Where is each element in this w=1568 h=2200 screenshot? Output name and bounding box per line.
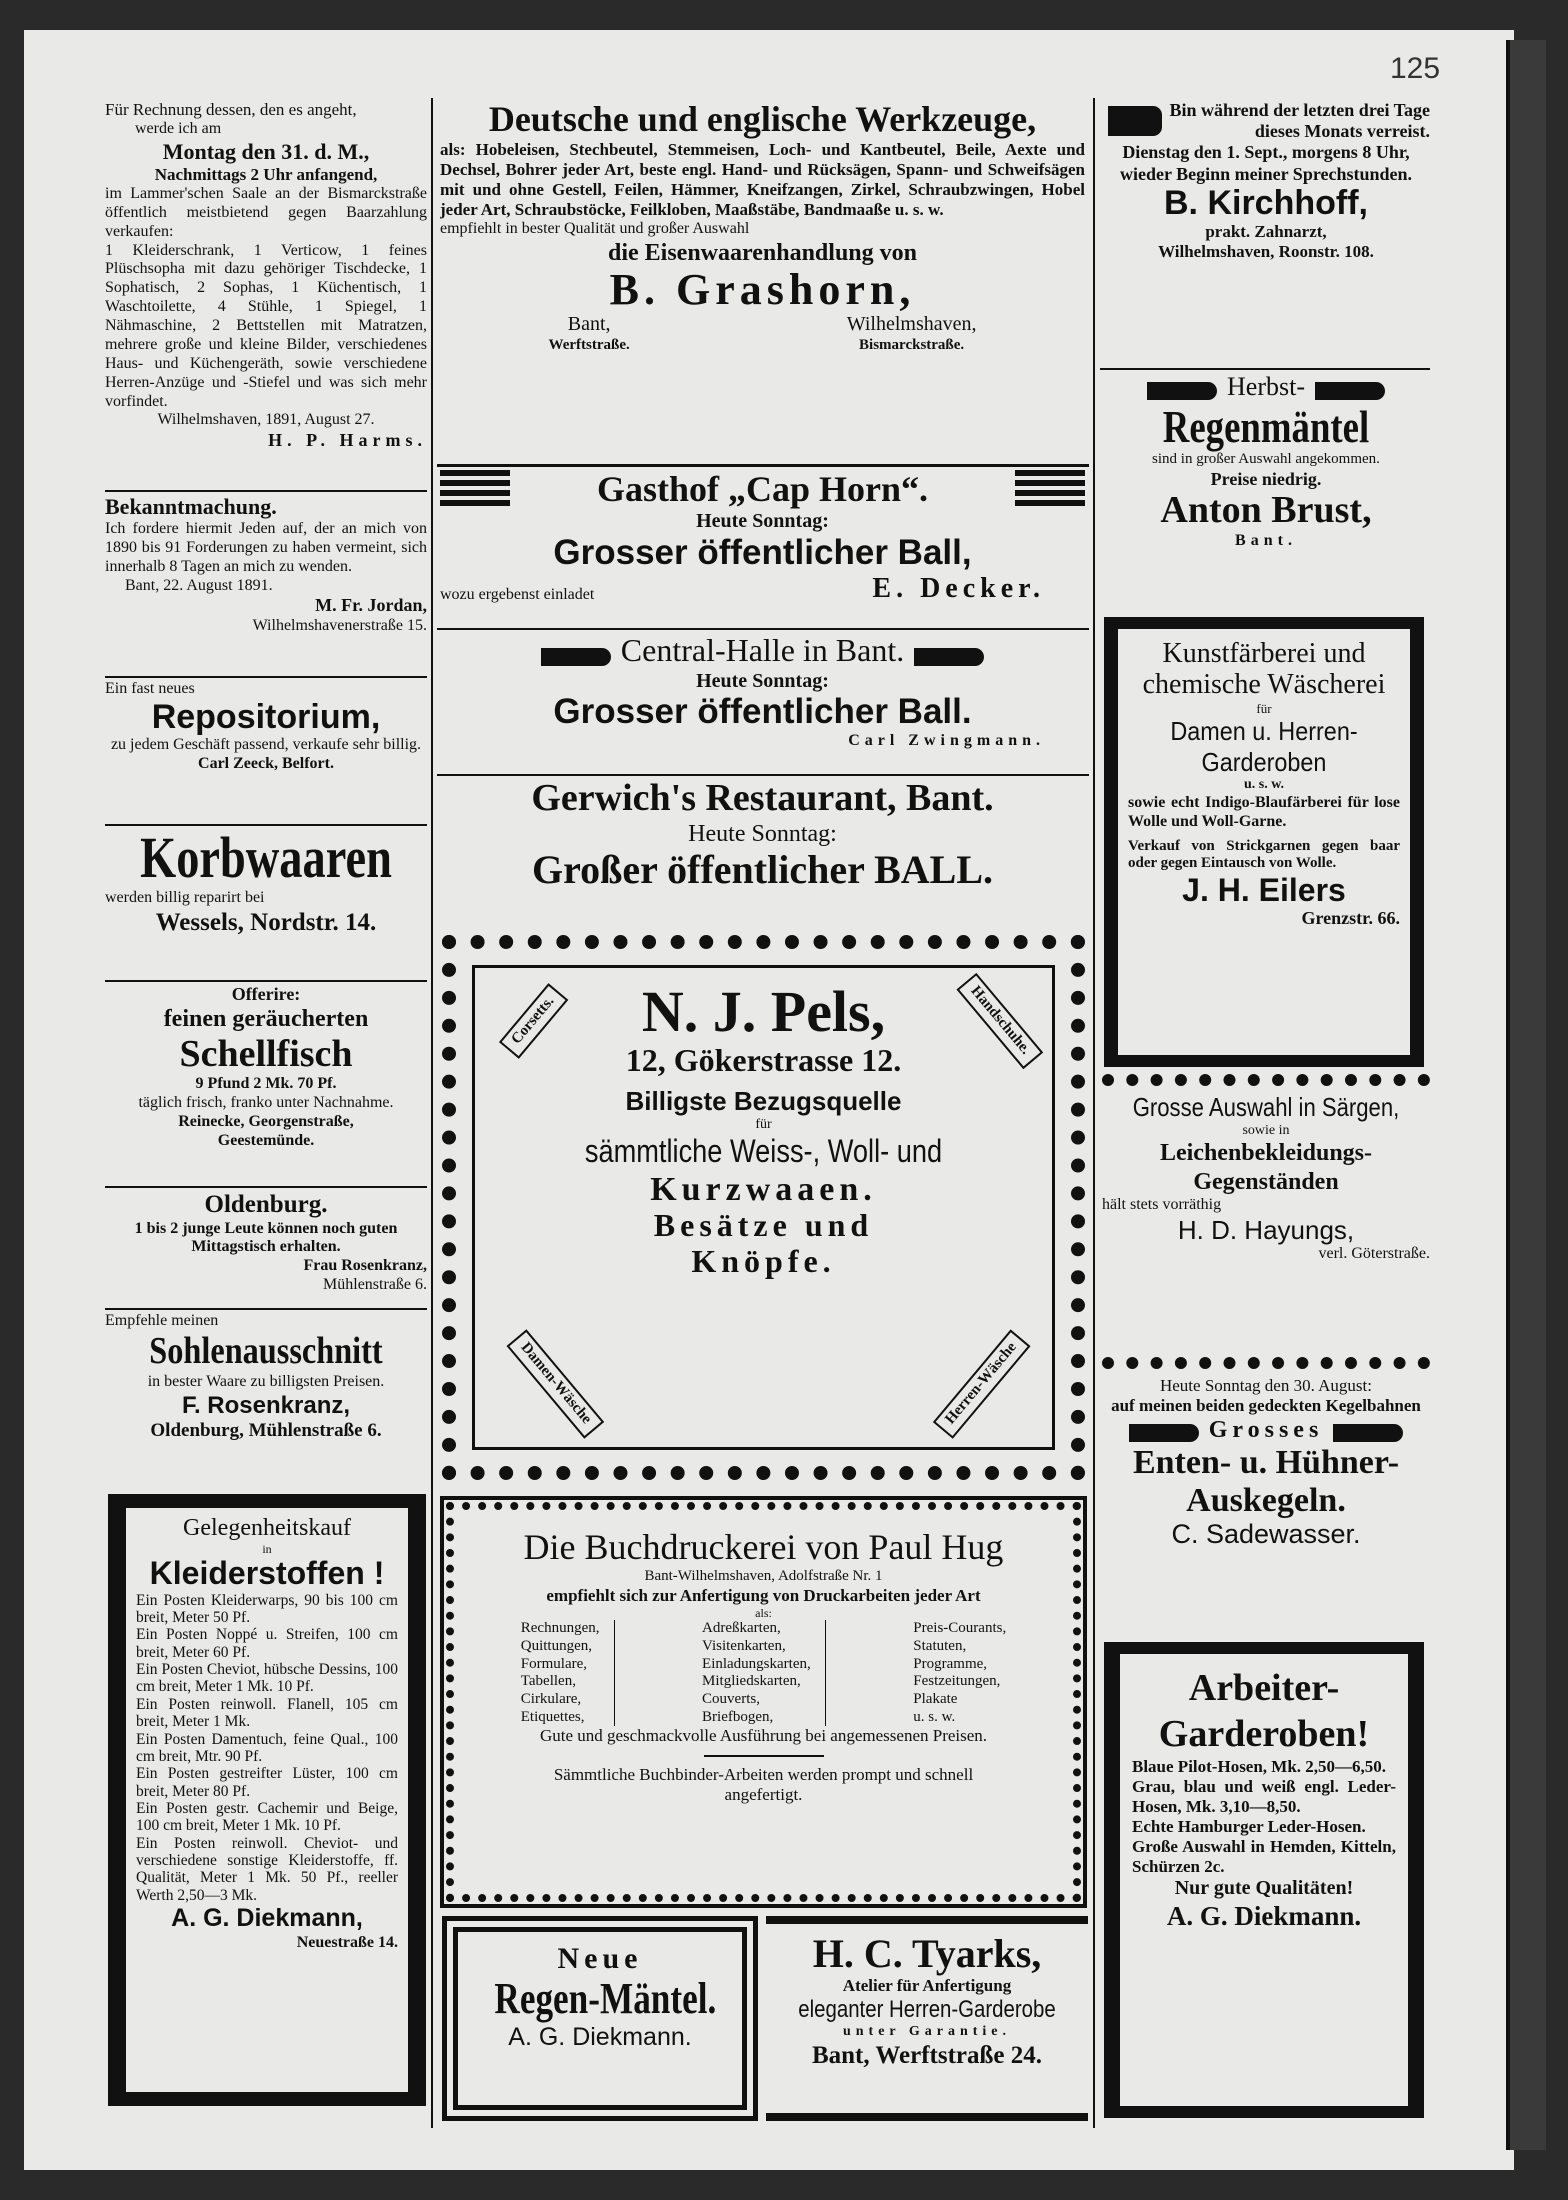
ad-hayungs xyxy=(1102,1074,1430,1369)
signature: C. Sadewasser. xyxy=(1171,1519,1361,1550)
text: Nachmittags 2 Uhr anfangend, xyxy=(154,164,378,184)
text: Werftstraße. xyxy=(548,336,630,353)
signature: B. Kirchhoff, xyxy=(1164,183,1368,222)
text: in bester Waare zu billigsten Preisen. xyxy=(147,1372,385,1390)
list-item: u. s. w. xyxy=(913,1708,956,1725)
ad-tyarks xyxy=(766,1916,1088,2121)
ad-brust xyxy=(1102,372,1430,612)
headline: Regen-Mäntel. xyxy=(494,1974,717,2023)
text: Sämmtliche Buchbinder-Arbeiten werden prompt und schnell angefertigt. xyxy=(553,1764,974,1804)
text: für xyxy=(1256,700,1272,716)
text: Grosses xyxy=(1208,1417,1324,1444)
pointing-hand-icon xyxy=(1129,1424,1199,1442)
text: in xyxy=(262,1542,272,1557)
signature: F. Rosenkranz, xyxy=(181,1391,351,1419)
text: als: xyxy=(755,1606,772,1621)
text: Heute Sonntag den 30. August: xyxy=(1159,1376,1372,1395)
headline: Enten- u. Hühner-Auskegeln. xyxy=(1132,1444,1400,1519)
ad-regen-maentel xyxy=(442,1916,758,2121)
text: sämmtliche Weiss-, Woll- und xyxy=(584,1133,943,1170)
page-number: 125 xyxy=(1390,52,1441,85)
company-name: H. C. Tyarks, xyxy=(812,1931,1042,1976)
headline: Central-Halle in Bant. xyxy=(620,632,905,668)
text: empfiehlt in bester Qualität und großer Auswahl xyxy=(440,219,750,237)
text: Bismarckstraße. xyxy=(859,336,965,353)
list-item: Große Auswahl in Hemden, Kitteln, Schürzen 2c. xyxy=(1132,1837,1396,1877)
text: Empfehle meinen xyxy=(105,1312,219,1329)
list-item: Tabellen, xyxy=(520,1673,576,1690)
list-item: Couverts, xyxy=(702,1691,760,1708)
divider xyxy=(437,628,1089,630)
text: für xyxy=(755,1116,772,1132)
corner-label: Corsetts. xyxy=(499,983,568,1059)
headline: Grosser öffentlicher Ball. xyxy=(553,692,972,732)
address: Wilhelmshaven, Roonstr. 108. xyxy=(1158,242,1374,262)
signature: E. Decker. xyxy=(872,573,1045,605)
text: Mühlenstraße 6. xyxy=(323,1276,427,1294)
text: 1 bis 2 junge Leute können noch guten Mittagstisch erhalten. xyxy=(134,1219,398,1256)
text: Neuestraße 14. xyxy=(296,1933,398,1951)
text: Bant, xyxy=(567,313,611,336)
text: Heute Sonntag: xyxy=(696,669,829,692)
divider xyxy=(105,676,427,678)
text: Neue xyxy=(557,1942,643,1975)
pointing-hand-icon xyxy=(914,648,984,666)
signature: J. H. Eilers xyxy=(1182,871,1346,908)
pointing-hand-icon xyxy=(541,648,611,666)
text: Bant. xyxy=(1235,531,1297,549)
headline: Kleiderstoffen ! xyxy=(149,1555,385,1592)
headline: Bekanntmachung. xyxy=(105,494,277,519)
text: empfiehlt sich zur Anfertigung von Druckarbeiten jeder Art xyxy=(546,1586,981,1606)
signature: Wessels, Nordstr. 14. xyxy=(155,908,377,936)
ad-oldenburg xyxy=(105,1190,427,1308)
headline: Kunstfärberei und chemische Wäscherei xyxy=(1142,638,1386,700)
headline: Korbwaaren xyxy=(140,828,392,890)
signature: H. P. Harms. xyxy=(268,430,427,451)
text: Besätze und xyxy=(653,1207,874,1244)
text: Heute Sonntag: xyxy=(696,510,829,532)
headline: Deutsche und englische Werkzeuge, xyxy=(488,100,1037,139)
ad-kirchhoff xyxy=(1102,100,1430,366)
address: Bant, Werftstraße 24. xyxy=(811,2041,1043,2069)
ad-diekmann-kleiderstoffe xyxy=(108,1494,426,2106)
list-item: Visitenkarten, xyxy=(702,1638,786,1655)
text: Damen u. Herren-Garderoben xyxy=(1170,715,1358,777)
column-divider xyxy=(431,98,433,2128)
headline: Gasthof „Cap Horn“. xyxy=(596,470,929,510)
text: als: Hobeleisen, Stechbeutel, Stemmeisen, Loch- und Kantbeutel, Beile, Aexte und Dechsel, Bohrer jeder Art, beste engl. Hand- und Rücksägen, Spann- und Schweifsägen mit und ohne Gestell, Feilen, Hämmer, Kneifzangen, Zirkel, Schraubzwingen, Hobel jeder Art, Schraubstöcke, Feilkloben, Maaßstäbe, Bandmaaße u. s. w. xyxy=(440,139,1085,219)
corner-label: Handschuhe. xyxy=(957,973,1043,1069)
list-item: Statuten, xyxy=(913,1638,967,1655)
text: Billigste Bezugsquelle xyxy=(625,1086,902,1117)
ad-cap-horn xyxy=(440,470,1085,626)
corner-label: Herren-Wäsche xyxy=(932,1329,1030,1438)
list-item: Ein Posten gestreifter Lüster, 100 cm breit, Meter 80 Pf. xyxy=(136,1765,398,1800)
list-item: Mitgliedskarten, xyxy=(702,1673,801,1690)
signature: A. G. Diekmann. xyxy=(1166,1901,1362,1932)
text: 1 Kleiderschrank, 1 Verticow, 1 feines Plüschsopha mit dazu gehöriger Tischdecke, 1 Sophatisch, 2 Sophas, 1 Küchentisch, 1 Waschtoilette, 4 Stühle, 1 Spiegel, 1 Nähmaschine, 2 Bettstellen mit Matratzen, mehrere große und kleine Bilder, verschiedenes Haus- und Küchengeräth, sowie verschiedene Herren-Anzüge und -Stiefel und was sich mehr vorfindet. xyxy=(105,241,427,410)
divider xyxy=(105,980,427,982)
headline: Montag den 31. d. M., xyxy=(162,138,370,164)
text: Heute Sonntag: xyxy=(688,820,837,847)
ad-eilers xyxy=(1104,617,1424,1067)
ad-gerwich xyxy=(440,778,1085,928)
pointing-hand-icon xyxy=(1147,382,1217,400)
headline: Großer öffentlicher BALL. xyxy=(531,847,994,893)
text: Wilhelmshaven, 1891, August 27. xyxy=(157,411,375,429)
text: Nur gute Qualitäten! xyxy=(1174,1877,1354,1900)
text: Ein fast neues xyxy=(105,680,195,697)
price: 9 Pfund 2 Mk. 70 Pf. xyxy=(195,1075,337,1093)
list-item: Cirkulare, xyxy=(520,1691,582,1708)
list-item: Quittungen, xyxy=(520,1638,593,1655)
headline: Repositorium, xyxy=(151,697,381,736)
text: sowie echt Indigo-Blaufärberei für lose Wolle und Woll-Garne. xyxy=(1128,793,1400,830)
text: wozu ergebenst einladet xyxy=(440,586,595,604)
headline: Regenmäntel xyxy=(1162,400,1370,452)
text: Bant, 22. August 1891. xyxy=(125,576,273,594)
text: Leichenbekleidungs-Gegenständen xyxy=(1159,1140,1373,1195)
headline: Gerwich's Restaurant, Bant. xyxy=(531,778,994,819)
divider xyxy=(105,1308,427,1310)
list-item: Blaue Pilot-Hosen, Mk. 2,50—6,50. xyxy=(1132,1757,1387,1777)
signature: Anton Brust, xyxy=(1160,488,1372,531)
text: die Eisenwaarenhandlung von xyxy=(608,239,917,266)
list-item: Ein Posten Damentuch, feine Qual., 100 cm breit, Mtr. 90 Pf. xyxy=(136,1730,398,1765)
ad-jordan xyxy=(105,494,427,674)
text: Verkauf von Strickgarnen gegen baar oder gegen Eintausch von Wolle. xyxy=(1128,837,1400,872)
text: im Lammer'schen Saale an der Bismarckstraße öffentlich meistbietend gegen Baarzahlung verkaufen: xyxy=(105,184,427,240)
address: Bant-Wilhelmshaven, Adolfstraße Nr. 1 xyxy=(644,1568,883,1585)
signature: A. G. Diekmann. xyxy=(508,2023,692,2052)
signature: Reinecke, Georgenstraße, xyxy=(178,1113,354,1131)
ornament xyxy=(440,470,510,510)
text: auf meinen beiden gedeckten Kegelbahnen xyxy=(1111,1396,1421,1416)
text: eleganter Herren-Garderobe xyxy=(798,1996,1056,2024)
list-item: Plakate xyxy=(913,1691,958,1708)
list-item: Festzeitungen, xyxy=(913,1673,1001,1690)
pointing-hand-icon xyxy=(1108,106,1162,136)
signature: Carl Zwingmann. xyxy=(848,731,1045,749)
text: feinen geräucherten xyxy=(163,1006,369,1033)
text: Für Rechnung dessen, den es angeht, xyxy=(105,100,357,119)
text: zu jedem Geschäft passend, verkaufe sehr billig. xyxy=(110,736,422,754)
list-item: Echte Hamburger Leder-Hosen. xyxy=(1132,1817,1366,1837)
text: Wilhelmshaven, xyxy=(846,313,977,336)
list-item: Ein Posten Cheviot, hübsche Dessins, 100 cm breit, Meter 1 Mk. 10 Pf. xyxy=(136,1661,398,1696)
text: Oldenburg, Mühlenstraße 6. xyxy=(150,1419,382,1441)
text: Herbst- xyxy=(1227,372,1305,401)
text: Dienstag den 1. Sept., morgens 8 Uhr, wieder Beginn meiner Sprechstunden. xyxy=(1119,142,1413,184)
ad-hug xyxy=(440,1496,1087,1908)
list-item: Ein Posten reinwoll. Flanell, 105 cm breit, Meter 1 Mk. xyxy=(136,1695,398,1731)
signature: Carl Zeeck, Belfort. xyxy=(198,755,334,773)
list-item: Programme, xyxy=(913,1655,988,1672)
headline: Arbeiter-Garderoben! xyxy=(1158,1667,1370,1755)
text: unter Garantie. xyxy=(842,2024,1012,2040)
list-item: Grau, blau und weiß engl. Leder-Hosen, Mk. 3,10—8,50. xyxy=(1132,1777,1396,1817)
text: sowie in xyxy=(1242,1122,1290,1138)
corner-label: Damen-Wäsche xyxy=(507,1330,604,1439)
ad-central-halle xyxy=(440,632,1085,772)
text: Bin während der letzten drei Tage dieses Monats verreist. xyxy=(1169,100,1430,142)
text: werden billig reparirt bei xyxy=(105,888,265,906)
text: hält stets vorräthig xyxy=(1102,1195,1222,1213)
ad-sohlen xyxy=(105,1312,427,1488)
list-item: Ein Posten Kleiderwarps, 90 bis 100 cm breit, Meter 50 Pf. xyxy=(136,1591,398,1627)
divider xyxy=(437,774,1089,776)
text: Geestemünde. xyxy=(217,1131,315,1149)
signature: Frau Rosenkranz, xyxy=(303,1257,427,1275)
headline: Grosser öffentlicher Ball, xyxy=(553,532,972,572)
text: Wilhelmshavenerstraße 15. xyxy=(252,616,427,634)
headline: Schellfisch xyxy=(179,1032,353,1075)
signature: H. D. Hayungs, xyxy=(1177,1214,1355,1245)
text: sind in großer Auswahl angekommen. xyxy=(1152,450,1380,467)
divider xyxy=(704,1755,824,1757)
ad-sadewasser xyxy=(1102,1376,1430,1636)
address: Grenzstr. 66. xyxy=(1301,908,1400,929)
divider xyxy=(1100,368,1430,370)
text: u. s. w. xyxy=(1243,777,1285,793)
services-list xyxy=(470,1620,1057,1726)
text: Knöpfe. xyxy=(691,1242,836,1279)
text: täglich frisch, franko unter Nachnahme. xyxy=(138,1094,394,1112)
ornament xyxy=(1015,470,1085,510)
ad-diekmann-arbeiter xyxy=(1104,1642,1424,2118)
list-item: Briefbogen, xyxy=(702,1708,774,1725)
ad-pels xyxy=(442,935,1085,1480)
divider xyxy=(105,490,427,492)
company-name: N. J. Pels, xyxy=(641,979,886,1044)
text: Offerire: xyxy=(231,984,301,1004)
list-item: Ein Posten gestr. Cachemir und Beige, 100 cm breit, Meter 1 Mk. 10 Pf. xyxy=(136,1799,398,1835)
headline: Die Buchdruckerei von Paul Hug xyxy=(523,1527,1004,1567)
divider xyxy=(437,464,1089,467)
text: prakt. Zahnarzt, xyxy=(1205,222,1327,242)
text: Preise niedrig. xyxy=(1210,468,1322,489)
ad-harms xyxy=(105,100,427,490)
address: 12, Gökerstrasse 12. xyxy=(625,1041,902,1078)
list-item: Adreßkarten, xyxy=(702,1620,781,1637)
headline: Sohlenausschnitt xyxy=(149,1329,383,1372)
ad-grashorn xyxy=(440,100,1085,462)
pointing-hand-icon xyxy=(1315,382,1385,400)
list-item: Formulare, xyxy=(520,1655,587,1672)
text: werde ich am xyxy=(135,120,222,138)
divider xyxy=(105,1186,427,1188)
list-item: Preis-Courants, xyxy=(913,1620,1007,1637)
list-item: Einladungskarten, xyxy=(702,1655,811,1672)
page-edge xyxy=(1506,40,1546,2150)
text: Gute und geschmackvolle Ausführung bei angemessenen Preisen. xyxy=(539,1726,988,1746)
list-item: Etiquettes, xyxy=(520,1708,585,1725)
list-item: Ein Posten Noppé u. Streifen, 100 cm breit, Meter 60 Pf. xyxy=(136,1626,398,1661)
ad-zeeck xyxy=(105,680,427,822)
text: Atelier für Anfertigung xyxy=(842,1976,1012,1995)
list-item: Rechnungen, xyxy=(520,1620,600,1637)
text: Ich fordere hiermit Jeden auf, der an mich von 1890 bis 91 Forderungen zu haben vermeint, sich innerhalb 8 Tagen an mich zu wenden. xyxy=(105,519,427,575)
text: Kurzwaaen. xyxy=(650,1171,877,1209)
ad-reinecke xyxy=(105,984,427,1182)
list-item: Ein Posten reinwoll. Cheviot- und verschiedene sonstige Kleiderstoffe, ff. Qualität, Meter 1 Mk. 50 Pf., reeller Werth 2,50—3 Mk. xyxy=(136,1834,398,1904)
column-divider xyxy=(1093,98,1095,2128)
company-name: B. Grashorn, xyxy=(609,264,916,314)
headline: Grosse Auswahl in Särgen, xyxy=(1132,1092,1400,1122)
signature: A. G. Diekmann, xyxy=(171,1904,363,1933)
divider xyxy=(105,824,427,826)
headline: Oldenburg. xyxy=(204,1191,328,1218)
ad-wessels xyxy=(105,828,427,978)
pointing-hand-icon xyxy=(1333,1424,1403,1442)
address: verl. Göterstraße. xyxy=(1318,1245,1430,1263)
signature: M. Fr. Jordan, xyxy=(315,595,427,616)
text: Gelegenheitskauf xyxy=(183,1515,351,1541)
